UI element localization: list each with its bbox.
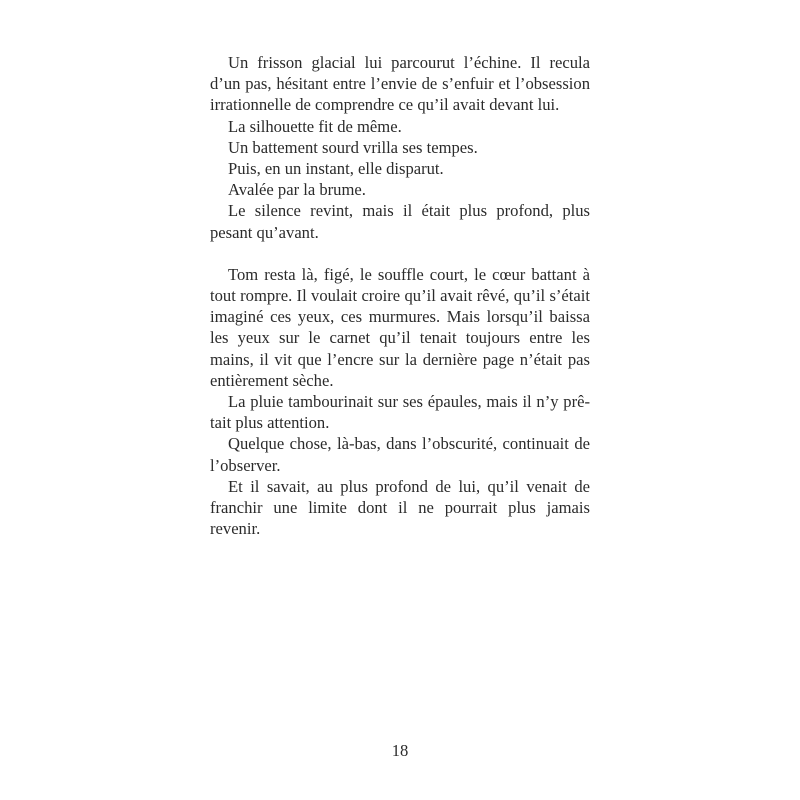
paragraph: Le silence revint, mais il était plus profond, plus pesant qu’avant. — [210, 201, 590, 242]
paragraph: Un frisson glacial lui parcourut l’échine. Il recula d’un pas, hésitant entre l’envie de s’enfuir et l’obsession irrationnelle de comprendre ce qu’il avait devant lui. — [210, 53, 590, 115]
paragraph: La pluie tambourinait sur ses épaules, mais il n’y prêtait plus attention. — [210, 392, 590, 433]
text-section-1 — [210, 52, 590, 243]
body-text — [210, 52, 590, 539]
paragraph: Avalée par la brume. — [228, 180, 366, 200]
page-number: 18 — [391, 741, 409, 760]
paragraph: Tom resta là, figé, le souffle court, le cœur battant à tout rompre. Il voulait croire qu’il avait rêvé, qu’il s’était imaginé ces yeux, ces murmures. Mais lorsqu’il baissa les yeux sur le carnet qu’il tenait toujours entre les mains, il vit que l’encre sur la dernière page n’était pas entièrement sèche. — [210, 264, 590, 390]
paragraph: Puis, en un instant, elle disparut. — [228, 159, 444, 179]
paragraph: Et il savait, au plus profond de lui, qu’il venait de franchir une limite dont il ne pourrait plus jamais revenir. — [210, 476, 590, 539]
paragraph: Quelque chose, là-bas, dans l’obscurité, continuait de l’observer. — [210, 434, 590, 475]
text-section-2 — [210, 264, 590, 540]
paragraph: La silhouette fit de même. — [228, 116, 402, 136]
paragraph: Un battement sourd vrilla ses tempes. — [228, 137, 478, 157]
